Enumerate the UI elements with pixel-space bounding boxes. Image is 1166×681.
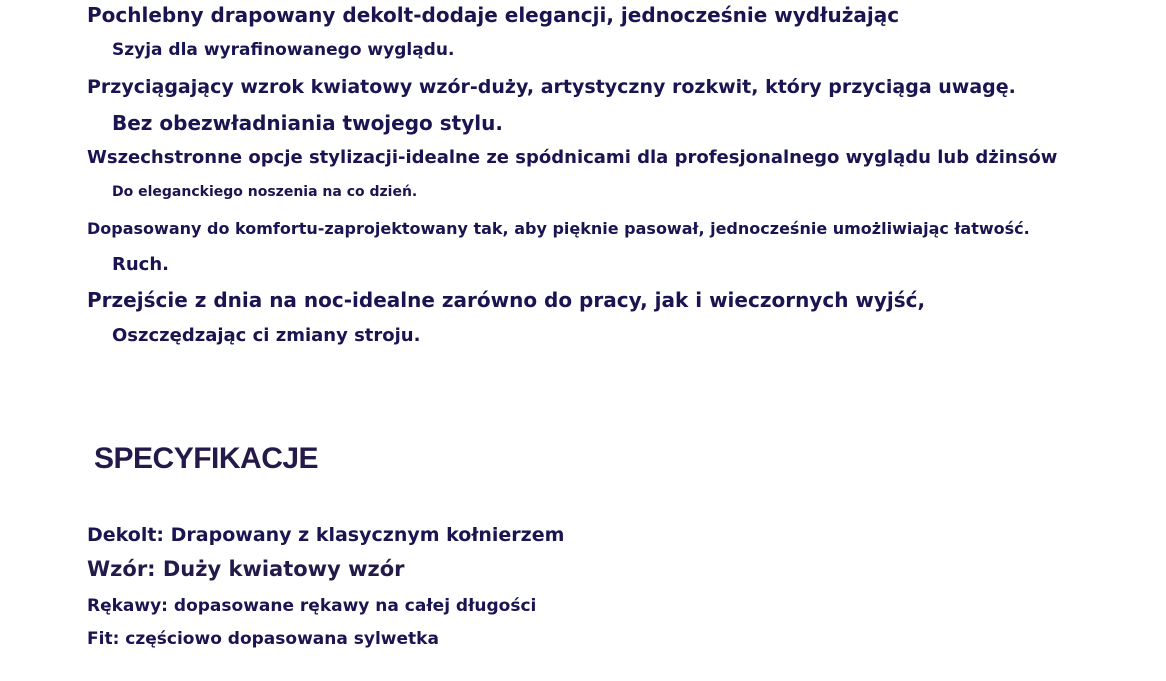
feature-line: Dopasowany do komfortu-zaprojektowany tak, aby pięknie pasował, jednocześnie umożliwiając łatwość. [87,219,1030,238]
feature-line-continuation: Ruch. [112,254,169,275]
spec-item: Fit: częściowo dopasowana sylwetka [87,629,439,649]
feature-line: Przejście z dnia na noc-idealne zarówno do pracy, jak i wieczornych wyjść, [87,288,926,312]
feature-line: Przyciągający wzrok kwiatowy wzór-duży, artystyczny rozkwit, który przyciąga uwagę. [87,76,1016,98]
spec-item: Dekolt: Drapowany z klasycznym kołnierzem [87,524,565,546]
feature-line-continuation: Szyja dla wyrafinowanego wyglądu. [112,40,455,60]
feature-line-continuation: Do eleganckiego noszenia na co dzień. [112,184,418,200]
feature-line: Wszechstronne opcje stylizacji-idealne ze spódnicami dla profesjonalnego wyglądu lub dżinsów [87,147,1058,168]
feature-line-continuation: Oszczędzając ci zmiany stroju. [112,325,421,346]
feature-line: Pochlebny drapowany dekolt-dodaje elegancji, jednocześnie wydłużając [87,3,900,27]
spec-item: Wzór: Duży kwiatowy wzór [87,557,405,581]
feature-line-continuation: Bez obezwładniania twojego stylu. [112,111,503,135]
specs-heading: SPECYFIKACJE [94,442,319,475]
spec-item: Rękawy: dopasowane rękawy na całej długości [87,596,537,616]
